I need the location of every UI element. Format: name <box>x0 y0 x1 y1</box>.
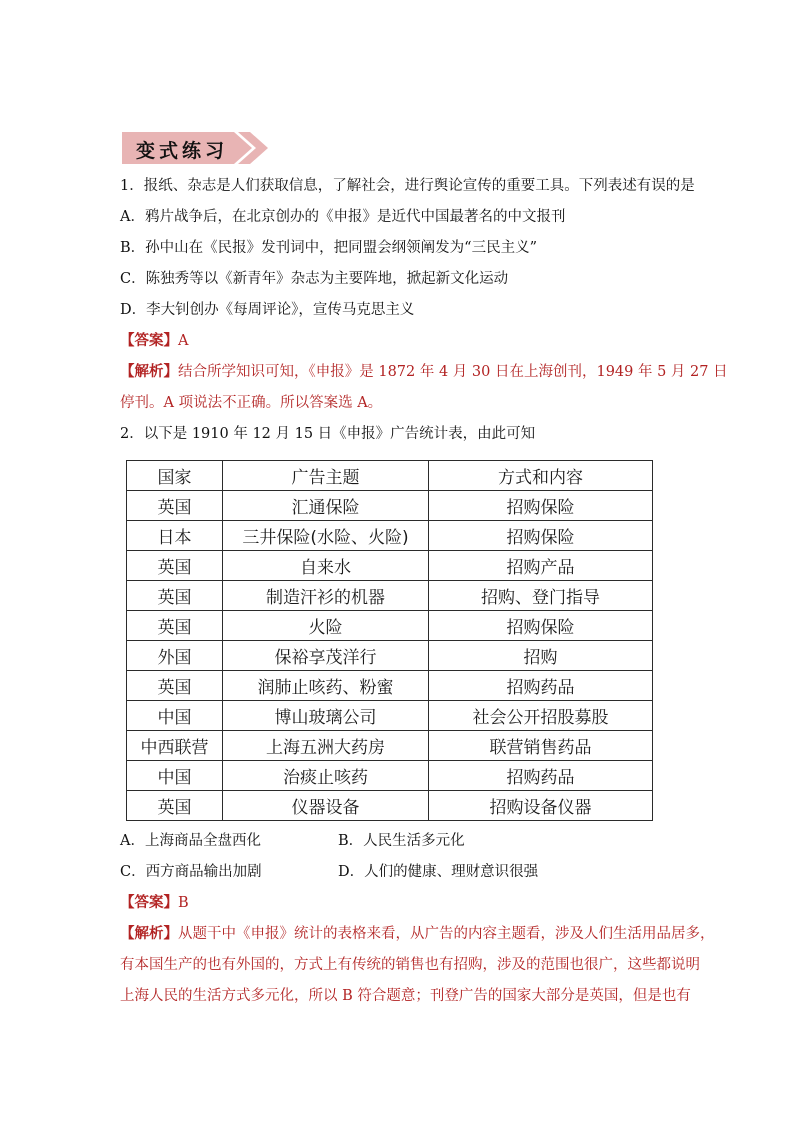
cell-theme: 仪器设备 <box>223 791 429 821</box>
cell-theme: 上海五洲大药房 <box>223 731 429 761</box>
cell-method: 招购产品 <box>429 551 653 581</box>
section-banner <box>122 130 272 166</box>
table-row <box>127 491 653 521</box>
table-row <box>127 731 653 761</box>
q1-analysis-line1 <box>120 362 728 382</box>
cell-country: 英国 <box>127 491 223 521</box>
q1-analysis-line2: 停刊。A 项说法不正确。所以答案选 A。 <box>120 395 383 411</box>
table-header-row <box>127 461 653 491</box>
table-row <box>127 761 653 791</box>
cell-country: 日本 <box>127 521 223 551</box>
table-row <box>127 551 653 581</box>
cell-method: 社会公开招股募股 <box>429 701 653 731</box>
q2-option-a: A．上海商品全盘西化 <box>120 833 261 849</box>
cell-theme: 三井保险(水险、火险) <box>223 521 429 551</box>
q1-answer-label: 【答案】 <box>120 332 178 349</box>
q1-option-a: A．鸦片战争后，在北京创办的《申报》是近代中国最著名的中文报刊 <box>120 209 566 225</box>
q2-option-d: D．人们的健康、理财意识很强 <box>338 864 539 880</box>
q2-option-c: C．西方商品输出加剧 <box>120 864 262 880</box>
cell-country: 中西联营 <box>127 731 223 761</box>
q2-stem: 2．以下是 1910 年 12 月 15 日《申报》广告统计表，由此可知 <box>120 426 536 442</box>
cell-theme: 治痰止咳药 <box>223 761 429 791</box>
cell-method: 联营销售药品 <box>429 731 653 761</box>
q2-option-b: B．人民生活多元化 <box>338 833 465 849</box>
cell-method: 招购保险 <box>429 521 653 551</box>
q1-stem: 1．报纸、杂志是人们获取信息，了解社会，进行舆论宣传的重要工具。下列表述有误的是 <box>120 178 695 194</box>
q2-analysis-line1 <box>120 924 715 944</box>
q2-answer-label: 【答案】 <box>120 894 178 911</box>
cell-method: 招购 <box>429 641 653 671</box>
cell-method: 招购药品 <box>429 671 653 701</box>
q1-analysis-text1: 结合所学知识可知，《申报》是 1872 年 4 月 30 日在上海创刊，1949 年 5 月 27 日 <box>178 364 728 380</box>
q1-option-c: C．陈独秀等以《新青年》杂志为主要阵地，掀起新文化运动 <box>120 271 509 287</box>
cell-country: 英国 <box>127 581 223 611</box>
q1-option-d: D．李大钊创办《每周评论》，宣传马克思主义 <box>120 302 415 318</box>
table-row <box>127 581 653 611</box>
ad-statistics-table <box>126 460 653 821</box>
cell-country: 外国 <box>127 641 223 671</box>
cell-method: 招购保险 <box>429 491 653 521</box>
cell-method: 招购保险 <box>429 611 653 641</box>
cell-country: 国家 <box>127 461 223 491</box>
table-row <box>127 521 653 551</box>
cell-theme: 制造汗衫的机器 <box>223 581 429 611</box>
cell-method: 招购、登门指导 <box>429 581 653 611</box>
cell-country: 英国 <box>127 611 223 641</box>
cell-country: 英国 <box>127 671 223 701</box>
q1-analysis-label: 【解析】 <box>120 363 178 380</box>
q2-answer <box>120 893 189 913</box>
section-title: 变式练习 <box>136 140 229 162</box>
cell-theme: 汇通保险 <box>223 491 429 521</box>
cell-theme: 火险 <box>223 611 429 641</box>
q1-answer <box>120 331 188 351</box>
cell-country: 英国 <box>127 551 223 581</box>
q2-analysis-line3: 上海人民的生活方式多元化，所以 B 符合题意；刊登广告的国家大部分是英国，但是也有 <box>120 988 691 1004</box>
cell-method: 招购药品 <box>429 761 653 791</box>
q2-answer-value: B <box>178 895 189 911</box>
table-row <box>127 611 653 641</box>
q1-option-b: B．孙中山在《民报》发刊词中，把同盟会纲领阐发为“三民主义” <box>120 240 537 256</box>
cell-theme: 润肺止咳药、粉蜜 <box>223 671 429 701</box>
cell-method: 招购设备仪器 <box>429 791 653 821</box>
cell-theme: 保裕享茂洋行 <box>223 641 429 671</box>
cell-country: 中国 <box>127 761 223 791</box>
cell-country: 中国 <box>127 701 223 731</box>
table-row <box>127 641 653 671</box>
table-row <box>127 701 653 731</box>
cell-method: 方式和内容 <box>429 461 653 491</box>
cell-country: 英国 <box>127 791 223 821</box>
cell-theme: 广告主题 <box>223 461 429 491</box>
q2-analysis-line2: 有本国生产的也有外国的，方式上有传统的销售也有招购，涉及的范围也很广，这些都说明 <box>120 957 700 973</box>
cell-theme: 自来水 <box>223 551 429 581</box>
table-row <box>127 791 653 821</box>
q1-answer-value: A <box>178 333 189 349</box>
q2-analysis-label: 【解析】 <box>120 925 178 942</box>
q2-analysis-text1: 从题干中《申报》统计的表格来看，从广告的内容主题看，涉及人们生活用品居多， <box>178 926 715 942</box>
table-row <box>127 671 653 701</box>
cell-theme: 博山玻璃公司 <box>223 701 429 731</box>
